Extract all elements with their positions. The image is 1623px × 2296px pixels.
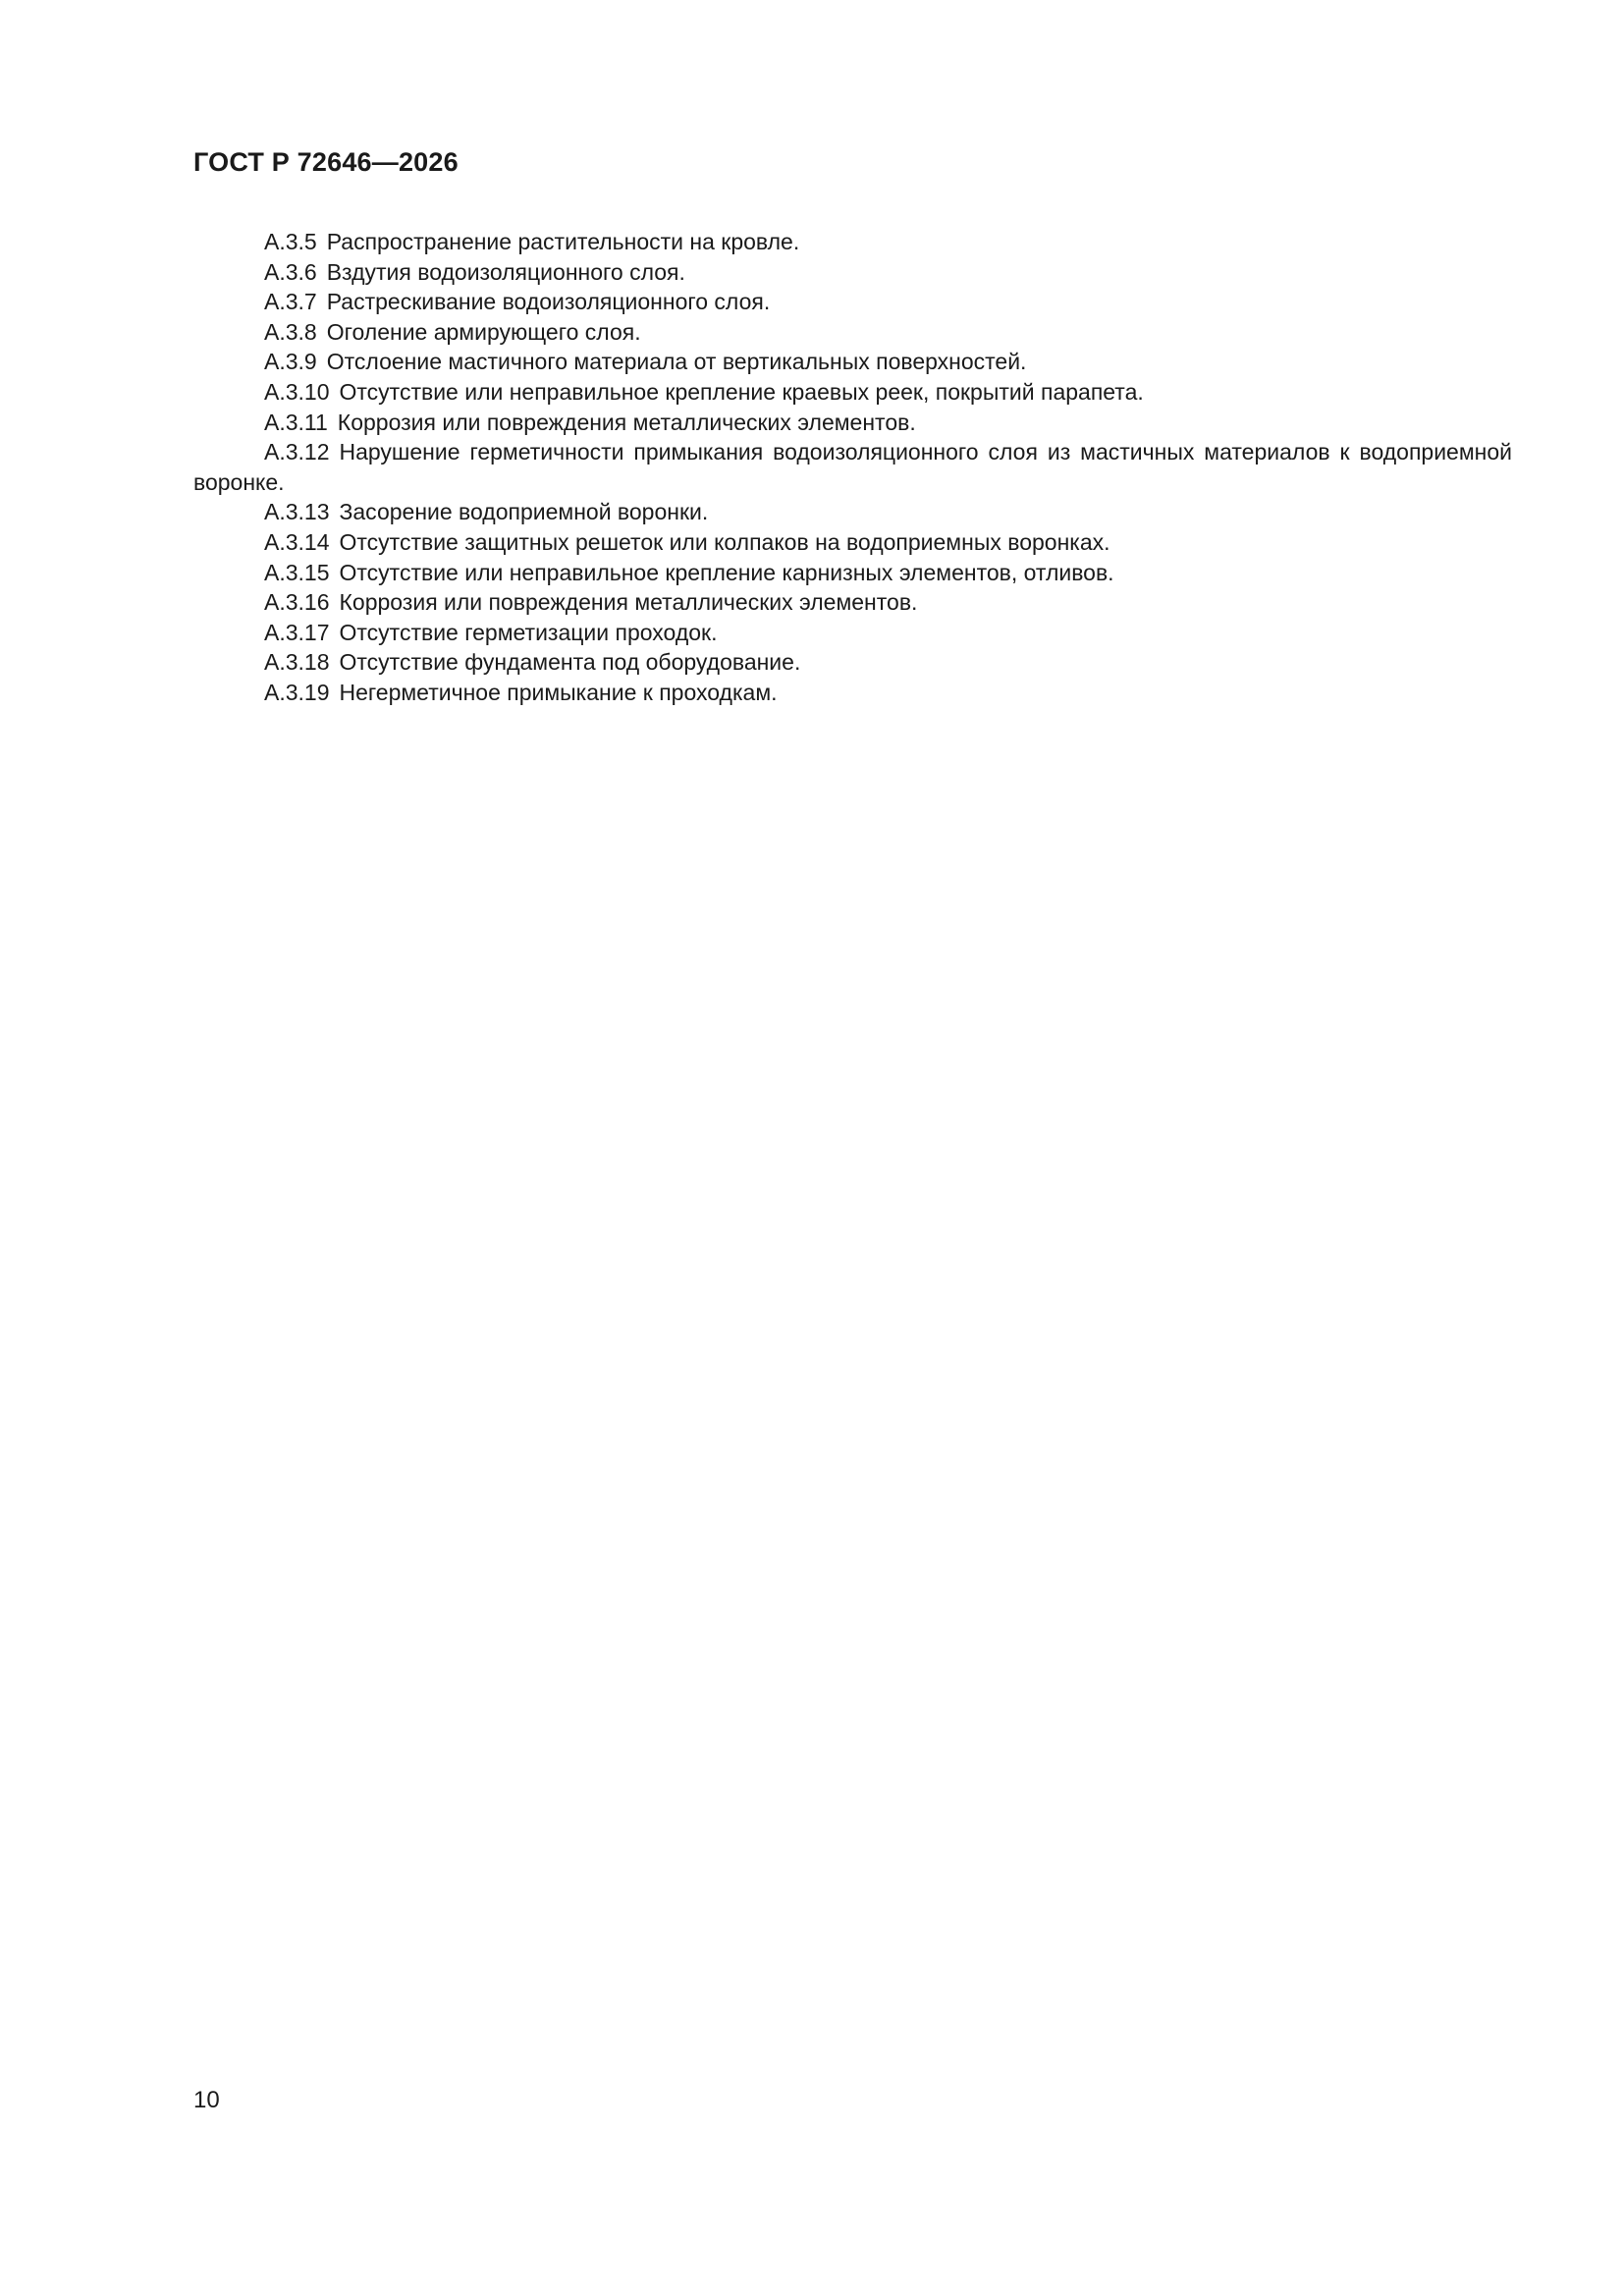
item-text: Отслоение мастичного материала от вертикальных поверхностей.	[326, 349, 1027, 375]
item-number: А.3.15	[264, 559, 330, 585]
list-item	[193, 257, 1512, 288]
item-text: Распространение растительности на кровле.	[326, 229, 800, 254]
list-item	[193, 347, 1512, 377]
item-text: Растрескивание водоизоляционного слоя.	[326, 289, 771, 315]
item-text: Нарушение герметичности примыкания водоизоляционного слоя из мастичных материалов к водоприемной воронке.	[193, 439, 1512, 495]
list-item	[193, 377, 1512, 408]
list-item	[193, 497, 1512, 527]
item-number: А.3.13	[264, 499, 330, 525]
list-item	[193, 587, 1512, 618]
item-number: А.3.12	[264, 439, 330, 465]
item-text: Отсутствие фундамента под оборудование.	[339, 649, 801, 676]
list-item	[193, 408, 1512, 438]
item-number: А.3.8	[264, 318, 317, 345]
list-item	[193, 287, 1512, 317]
list-item	[193, 678, 1512, 708]
item-text: Негерметичное примыкание к проходкам.	[339, 679, 778, 705]
item-number: А.3.17	[264, 619, 330, 645]
document-code-header: ГОСТ Р 72646—2026	[193, 147, 459, 177]
item-text: Отсутствие или неправильное крепление карнизных элементов, отливов.	[339, 559, 1114, 585]
item-text: Отсутствие или неправильное крепление краевых реек, покрытий парапета.	[339, 378, 1144, 405]
item-number: А.3.14	[264, 528, 330, 555]
item-number: А.3.18	[264, 649, 330, 676]
item-number: А.3.5	[264, 229, 317, 254]
page-number: 10	[193, 2087, 220, 2113]
list-item	[193, 437, 1512, 497]
item-number: А.3.7	[264, 289, 317, 315]
list-item	[193, 618, 1512, 648]
item-number: А.3.10	[264, 378, 330, 405]
item-text: Отсутствие защитных решеток или колпаков на водоприемных воронках.	[339, 528, 1110, 555]
list-item	[193, 317, 1512, 348]
list-item	[193, 647, 1512, 678]
list-item	[193, 227, 1512, 257]
item-text: Отсутствие герметизации проходок.	[339, 619, 718, 645]
item-text: Вздутия водоизоляционного слоя.	[326, 258, 685, 285]
item-text: Коррозия или повреждения металлических элементов.	[339, 589, 918, 616]
item-number: А.3.11	[264, 409, 328, 435]
item-number: А.3.9	[264, 349, 317, 375]
item-text: Коррозия или повреждения металлических элементов.	[337, 409, 916, 435]
item-number: А.3.16	[264, 589, 330, 616]
defects-list	[193, 227, 1512, 708]
list-item	[193, 558, 1512, 588]
list-item	[193, 527, 1512, 558]
item-text: Засорение водоприемной воронки.	[339, 499, 709, 525]
item-text: Оголение армирующего слоя.	[326, 318, 641, 345]
item-number: А.3.19	[264, 679, 330, 705]
item-number: А.3.6	[264, 258, 317, 285]
